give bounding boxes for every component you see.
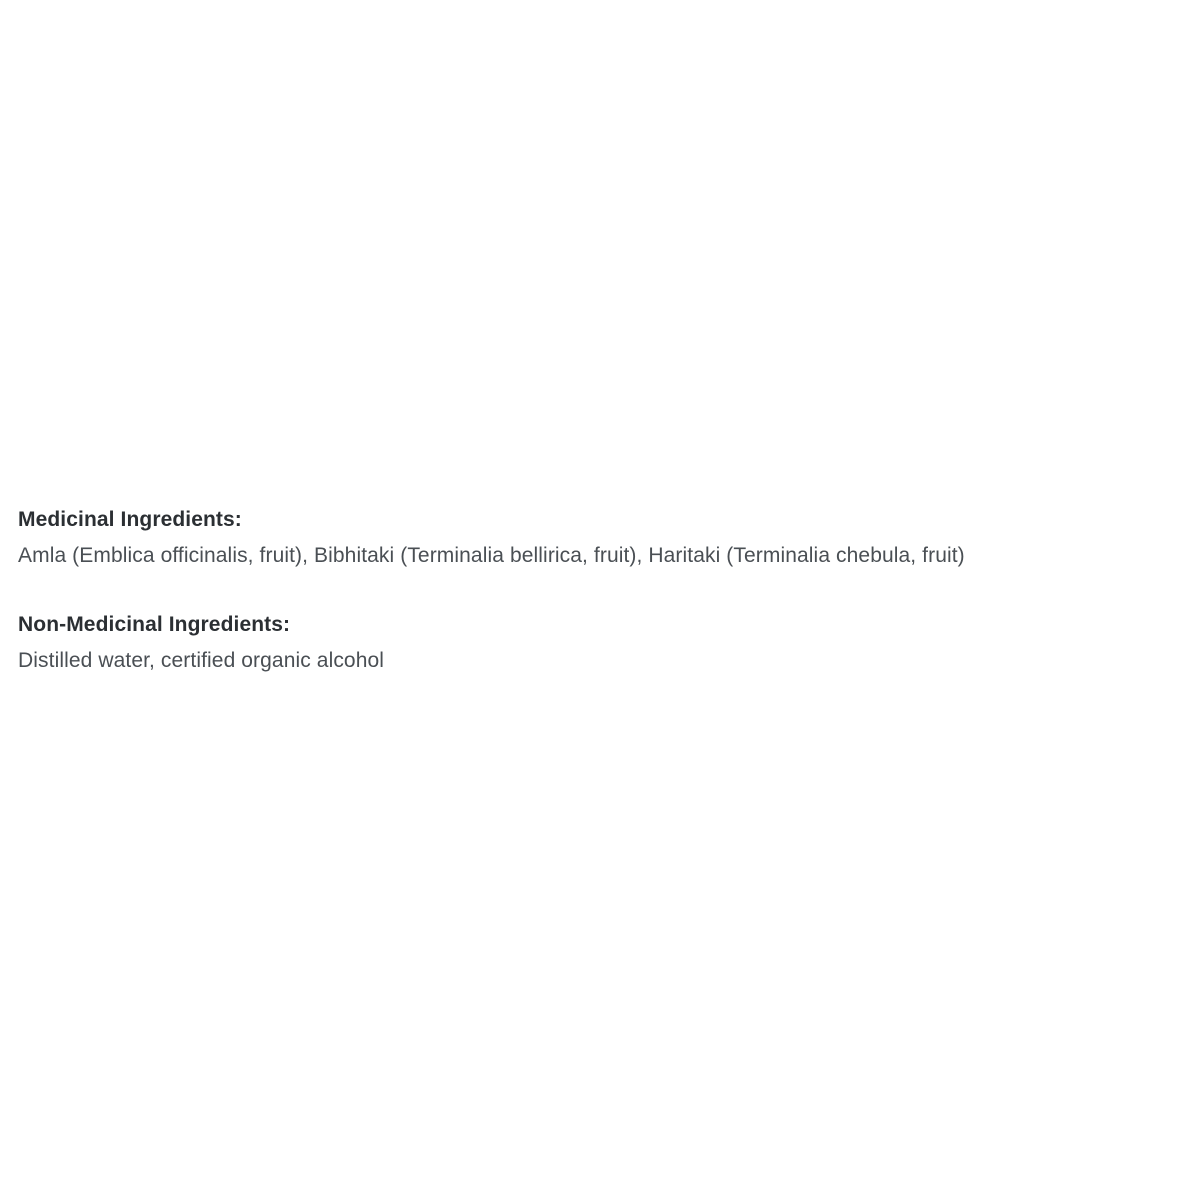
medicinal-ingredients-section (18, 505, 1182, 572)
non-medicinal-ingredients-section (18, 610, 1182, 677)
non-medicinal-ingredients-heading: Non-Medicinal Ingredients: (18, 612, 291, 636)
medicinal-ingredients-list: Amla (Emblica officinalis, fruit), Bibhitaki (Terminalia bellirica, fruit), Haritaki (Terminalia chebula, fruit) (18, 544, 965, 568)
non-medicinal-ingredients-list: Distilled water, certified organic alcohol (18, 649, 385, 673)
ingredients-panel (18, 505, 1182, 677)
medicinal-ingredients-heading: Medicinal Ingredients: (18, 508, 242, 531)
